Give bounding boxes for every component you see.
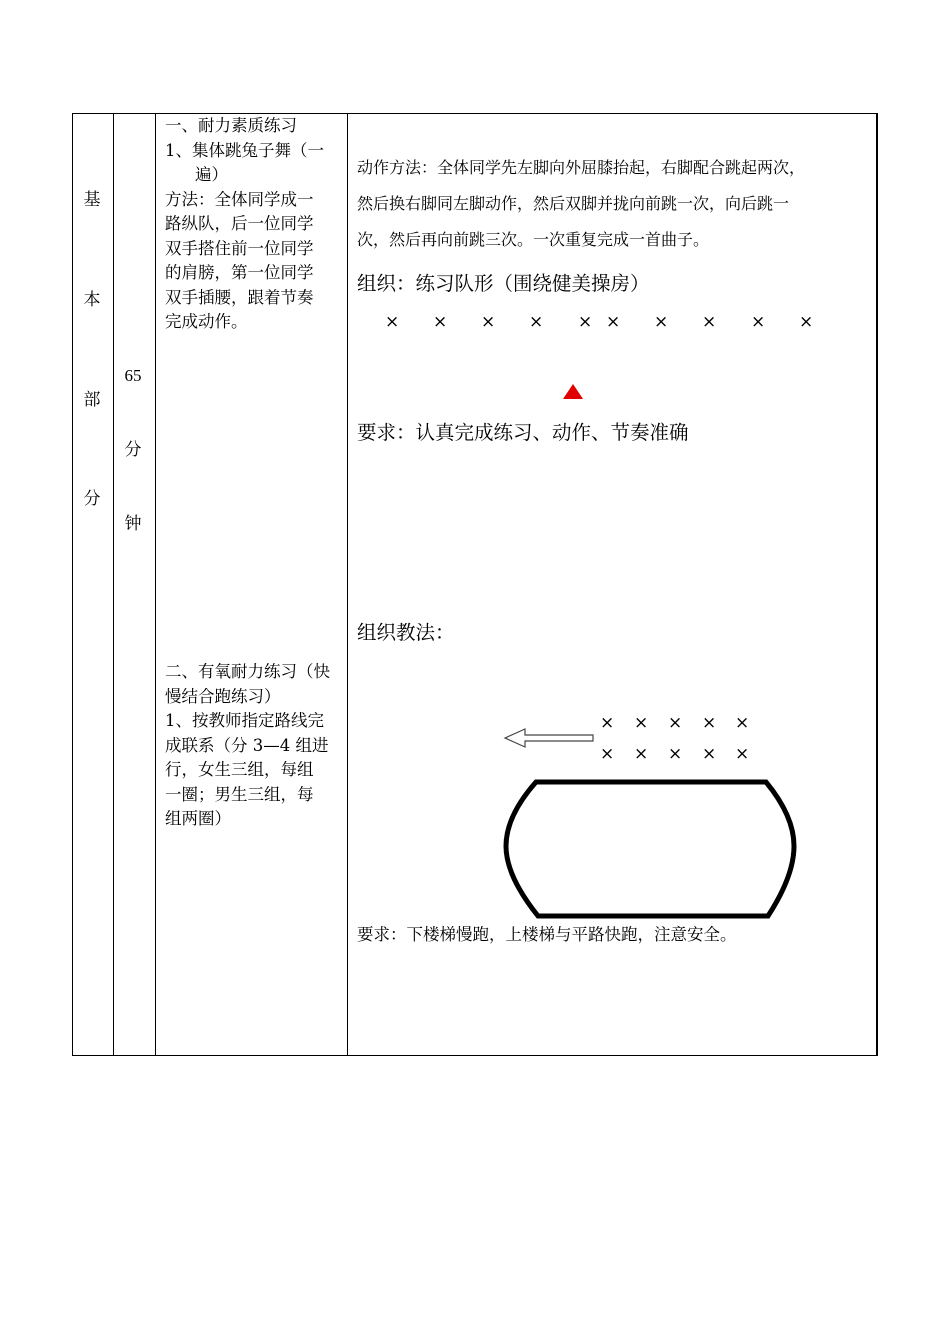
section-label-char: 部 bbox=[83, 390, 101, 410]
section-label-char: 分 bbox=[83, 489, 101, 509]
student-mark: × bbox=[433, 312, 448, 332]
method-line: 路纵队，后一位同学 bbox=[165, 214, 314, 233]
time-number: 65 bbox=[124, 366, 142, 385]
student-mark: × bbox=[668, 713, 683, 733]
section1-item: 1、集体跳兔子舞（一 bbox=[165, 140, 324, 160]
student-mark: × bbox=[529, 312, 544, 332]
section2-line: 行，女生三组，每组 bbox=[165, 760, 314, 779]
column-divider-3 bbox=[347, 113, 348, 1056]
method-line: 的肩膀，第一位同学 bbox=[165, 263, 314, 282]
student-mark: × bbox=[385, 312, 400, 332]
table-double-border bbox=[876, 113, 877, 1056]
column-divider-2 bbox=[155, 113, 156, 1056]
section1-item: 遍） bbox=[195, 165, 228, 184]
student-mark: × bbox=[634, 713, 649, 733]
section2-content bbox=[165, 660, 341, 832]
time-unit: 钟 bbox=[124, 514, 142, 534]
student-mark: × bbox=[578, 312, 593, 332]
student-mark: × bbox=[600, 713, 615, 733]
section1-title: 一、耐力素质练习 bbox=[165, 116, 297, 135]
student-mark: × bbox=[735, 744, 750, 764]
org-method-title: 组织教法： bbox=[357, 621, 455, 644]
section2-line: 成联系（分 3—4 组进 bbox=[165, 735, 329, 755]
method-line: 双手插腰，跟着节奏 bbox=[165, 287, 314, 307]
left-arrow-icon bbox=[503, 727, 598, 749]
method-line: 双手搭住前一位同学 bbox=[165, 238, 314, 258]
action-line: 动作方法：全体同学先左脚向外屈膝抬起，右脚配合跳起两次， bbox=[357, 158, 806, 177]
student-mark: × bbox=[735, 713, 750, 733]
student-mark: × bbox=[702, 713, 717, 733]
section2-line: 组两圈） bbox=[165, 809, 231, 828]
student-mark: × bbox=[481, 312, 496, 332]
column-divider-1 bbox=[113, 113, 114, 1056]
requirement-1: 要求：认真完成练习、动作、节奏准确 bbox=[357, 421, 689, 444]
student-mark: × bbox=[600, 744, 615, 764]
student-mark: × bbox=[702, 744, 717, 764]
method-line: 完成动作。 bbox=[165, 312, 248, 331]
student-mark: × bbox=[654, 312, 669, 332]
action-method bbox=[357, 150, 872, 258]
section-label-char: 本 bbox=[83, 290, 101, 310]
requirement-2: 要求：下楼梯慢跑，上楼梯与平路快跑，注意安全。 bbox=[357, 925, 737, 944]
section2-line: 1、按教师指定路线完 bbox=[165, 711, 324, 730]
action-line: 然后换右脚同左脚动作，然后双脚并拢向前跳一次，向后跳一 bbox=[357, 194, 790, 213]
section2-line: 二、有氧耐力练习（快 bbox=[165, 662, 330, 681]
section-label-char: 基 bbox=[83, 190, 101, 210]
section2-line: 一圈；男生三组，每 bbox=[165, 784, 314, 804]
action-line: 次，然后再向前跳三次。一次重复完成一首曲子。 bbox=[357, 230, 710, 249]
student-mark: × bbox=[606, 312, 621, 332]
section2-line: 慢结合跑练习） bbox=[165, 686, 281, 706]
student-mark: × bbox=[751, 312, 766, 332]
student-mark: × bbox=[702, 312, 717, 332]
organization-title: 组织：练习队形（围绕健美操房） bbox=[357, 272, 650, 295]
section1-content bbox=[165, 114, 341, 335]
method-line: 方法：全体同学成一 bbox=[165, 189, 314, 209]
running-route-diagram bbox=[498, 776, 802, 922]
student-mark: × bbox=[668, 744, 683, 764]
student-mark: × bbox=[799, 312, 814, 332]
time-unit: 分 bbox=[124, 440, 142, 460]
student-mark: × bbox=[634, 744, 649, 764]
teacher-triangle-icon bbox=[561, 383, 585, 401]
